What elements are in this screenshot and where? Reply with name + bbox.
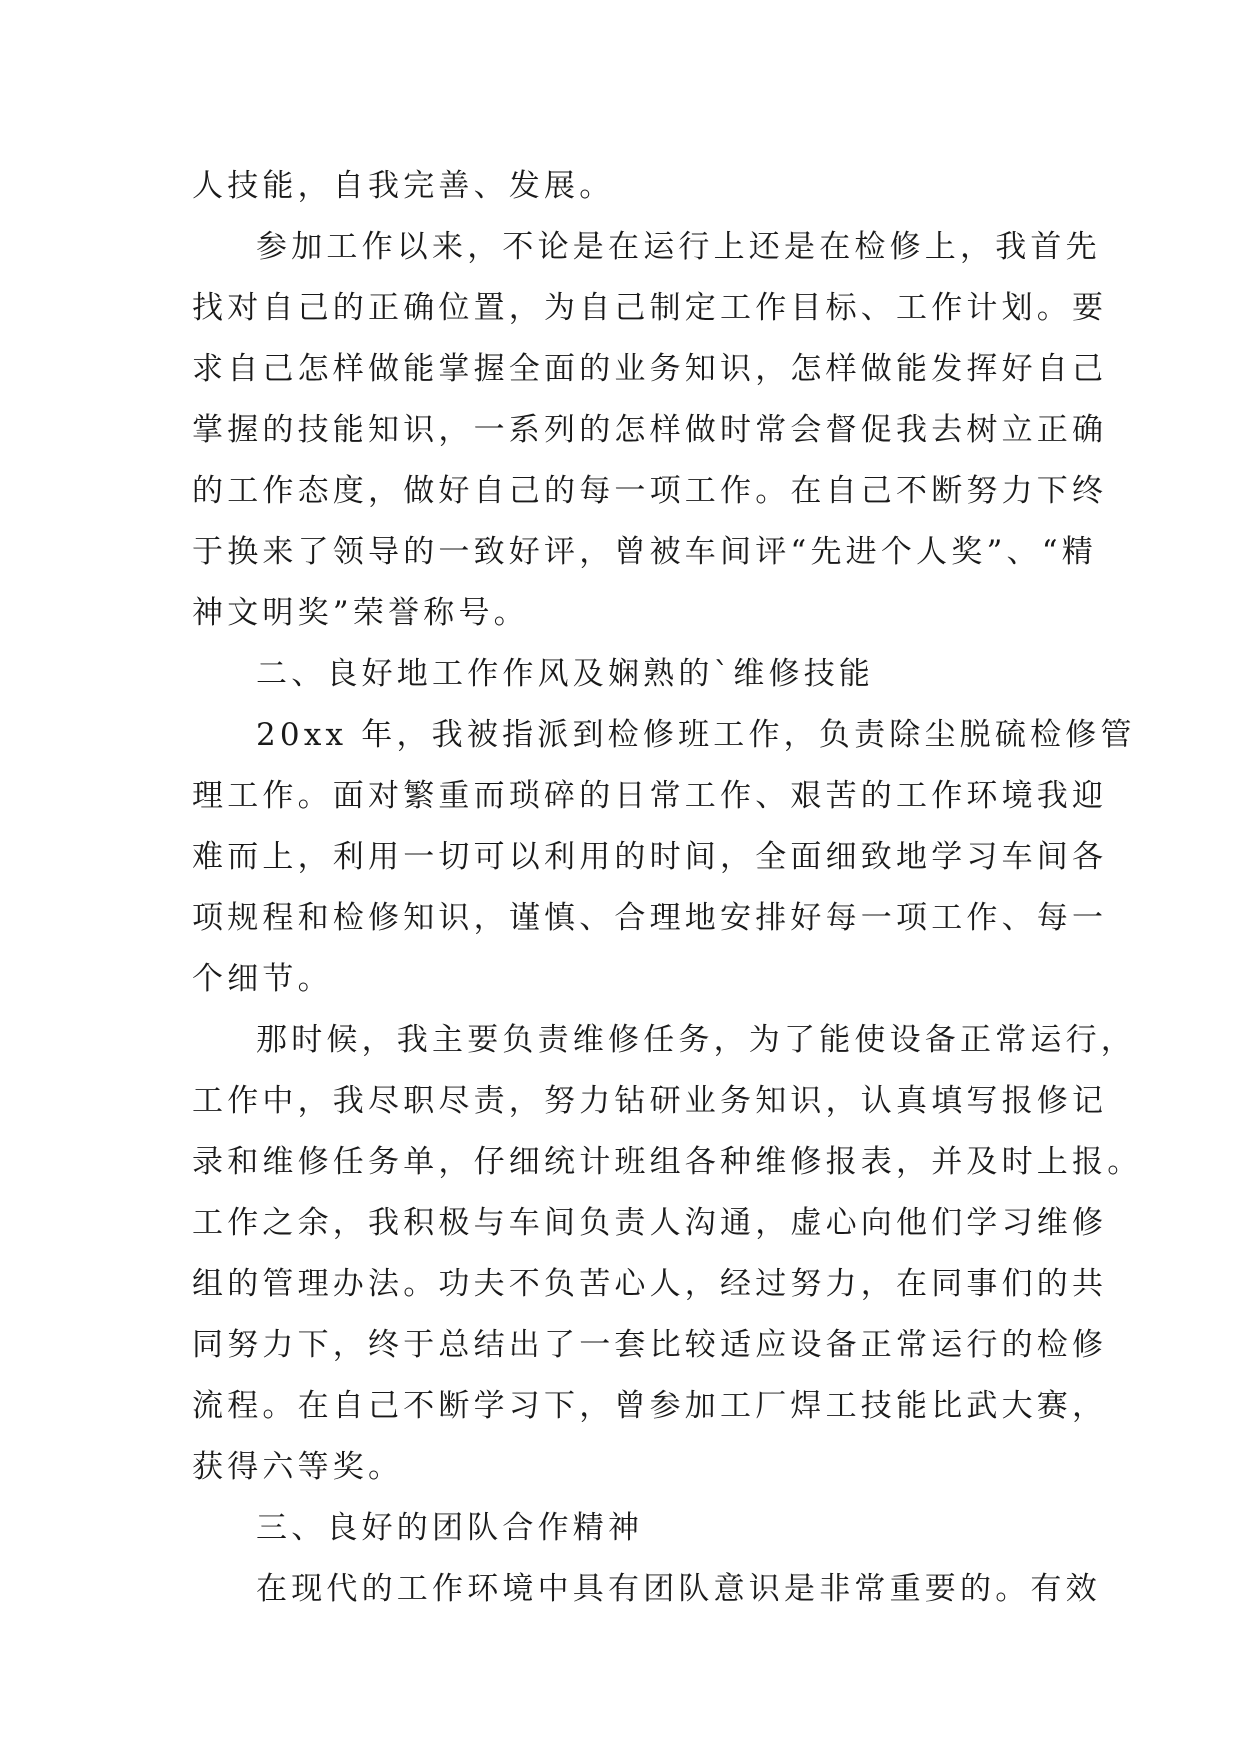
text-line: 录和维修任务单，仔细统计班组各种维修报表，并及时上报。 bbox=[192, 1144, 1143, 1180]
section-heading: 二、良好地工作作风及娴熟的`维修技能 bbox=[256, 656, 875, 692]
text-line: 的工作态度，做好自己的每一项工作。在自己不断努力下终 bbox=[192, 473, 1108, 509]
paragraph-line: 参加工作以来，不论是在运行上还是在检修上，我首先 bbox=[256, 229, 1101, 265]
text-line: 掌握的技能知识，一系列的怎样做时常会督促我去树立正确 bbox=[192, 412, 1108, 448]
text-line: 获得六等奖。 bbox=[192, 1449, 404, 1485]
text-line: 组的管理办法。功夫不负苦心人，经过努力，在同事们的共 bbox=[192, 1266, 1108, 1302]
text-line: 工作之余，我积极与车间负责人沟通，虚心向他们学习维修 bbox=[192, 1205, 1108, 1241]
text-line: 于换来了领导的一致好评，曾被车间评“先进个人奖”、“精 bbox=[192, 534, 1097, 570]
paragraph-line: 20xx 年，我被指派到检修班工作，负责除尘脱硫检修管 bbox=[256, 717, 1136, 753]
text-line: 同努力下，终于总结出了一套比较适应设备正常运行的检修 bbox=[192, 1327, 1108, 1363]
text-line: 找对自己的正确位置，为自己制定工作目标、工作计划。要 bbox=[192, 290, 1108, 326]
paragraph-line: 在现代的工作环境中具有团队意识是非常重要的。有效 bbox=[256, 1571, 1101, 1607]
text-line: 难而上，利用一切可以利用的时间，全面细致地学习车间各 bbox=[192, 839, 1108, 875]
text-line: 个细节。 bbox=[192, 961, 333, 997]
section-heading: 三、良好的团队合作精神 bbox=[256, 1510, 644, 1546]
text-line: 神文明奖”荣誉称号。 bbox=[192, 595, 529, 631]
text-line: 工作中，我尽职尽责，努力钻研业务知识，认真填写报修记 bbox=[192, 1083, 1108, 1119]
text-line: 流程。在自己不断学习下，曾参加工厂焊工技能比武大赛， bbox=[192, 1388, 1108, 1424]
paragraph-line: 那时候，我主要负责维修任务，为了能使设备正常运行， bbox=[256, 1022, 1136, 1058]
text-line: 求自己怎样做能掌握全面的业务知识，怎样做能发挥好自己 bbox=[192, 351, 1108, 387]
text-line: 人技能，自我完善、发展。 bbox=[192, 168, 615, 204]
text-line: 理工作。面对繁重而琐碎的日常工作、艰苦的工作环境我迎 bbox=[192, 778, 1108, 814]
text-line: 项规程和检修知识，谨慎、合理地安排好每一项工作、每一 bbox=[192, 900, 1108, 936]
